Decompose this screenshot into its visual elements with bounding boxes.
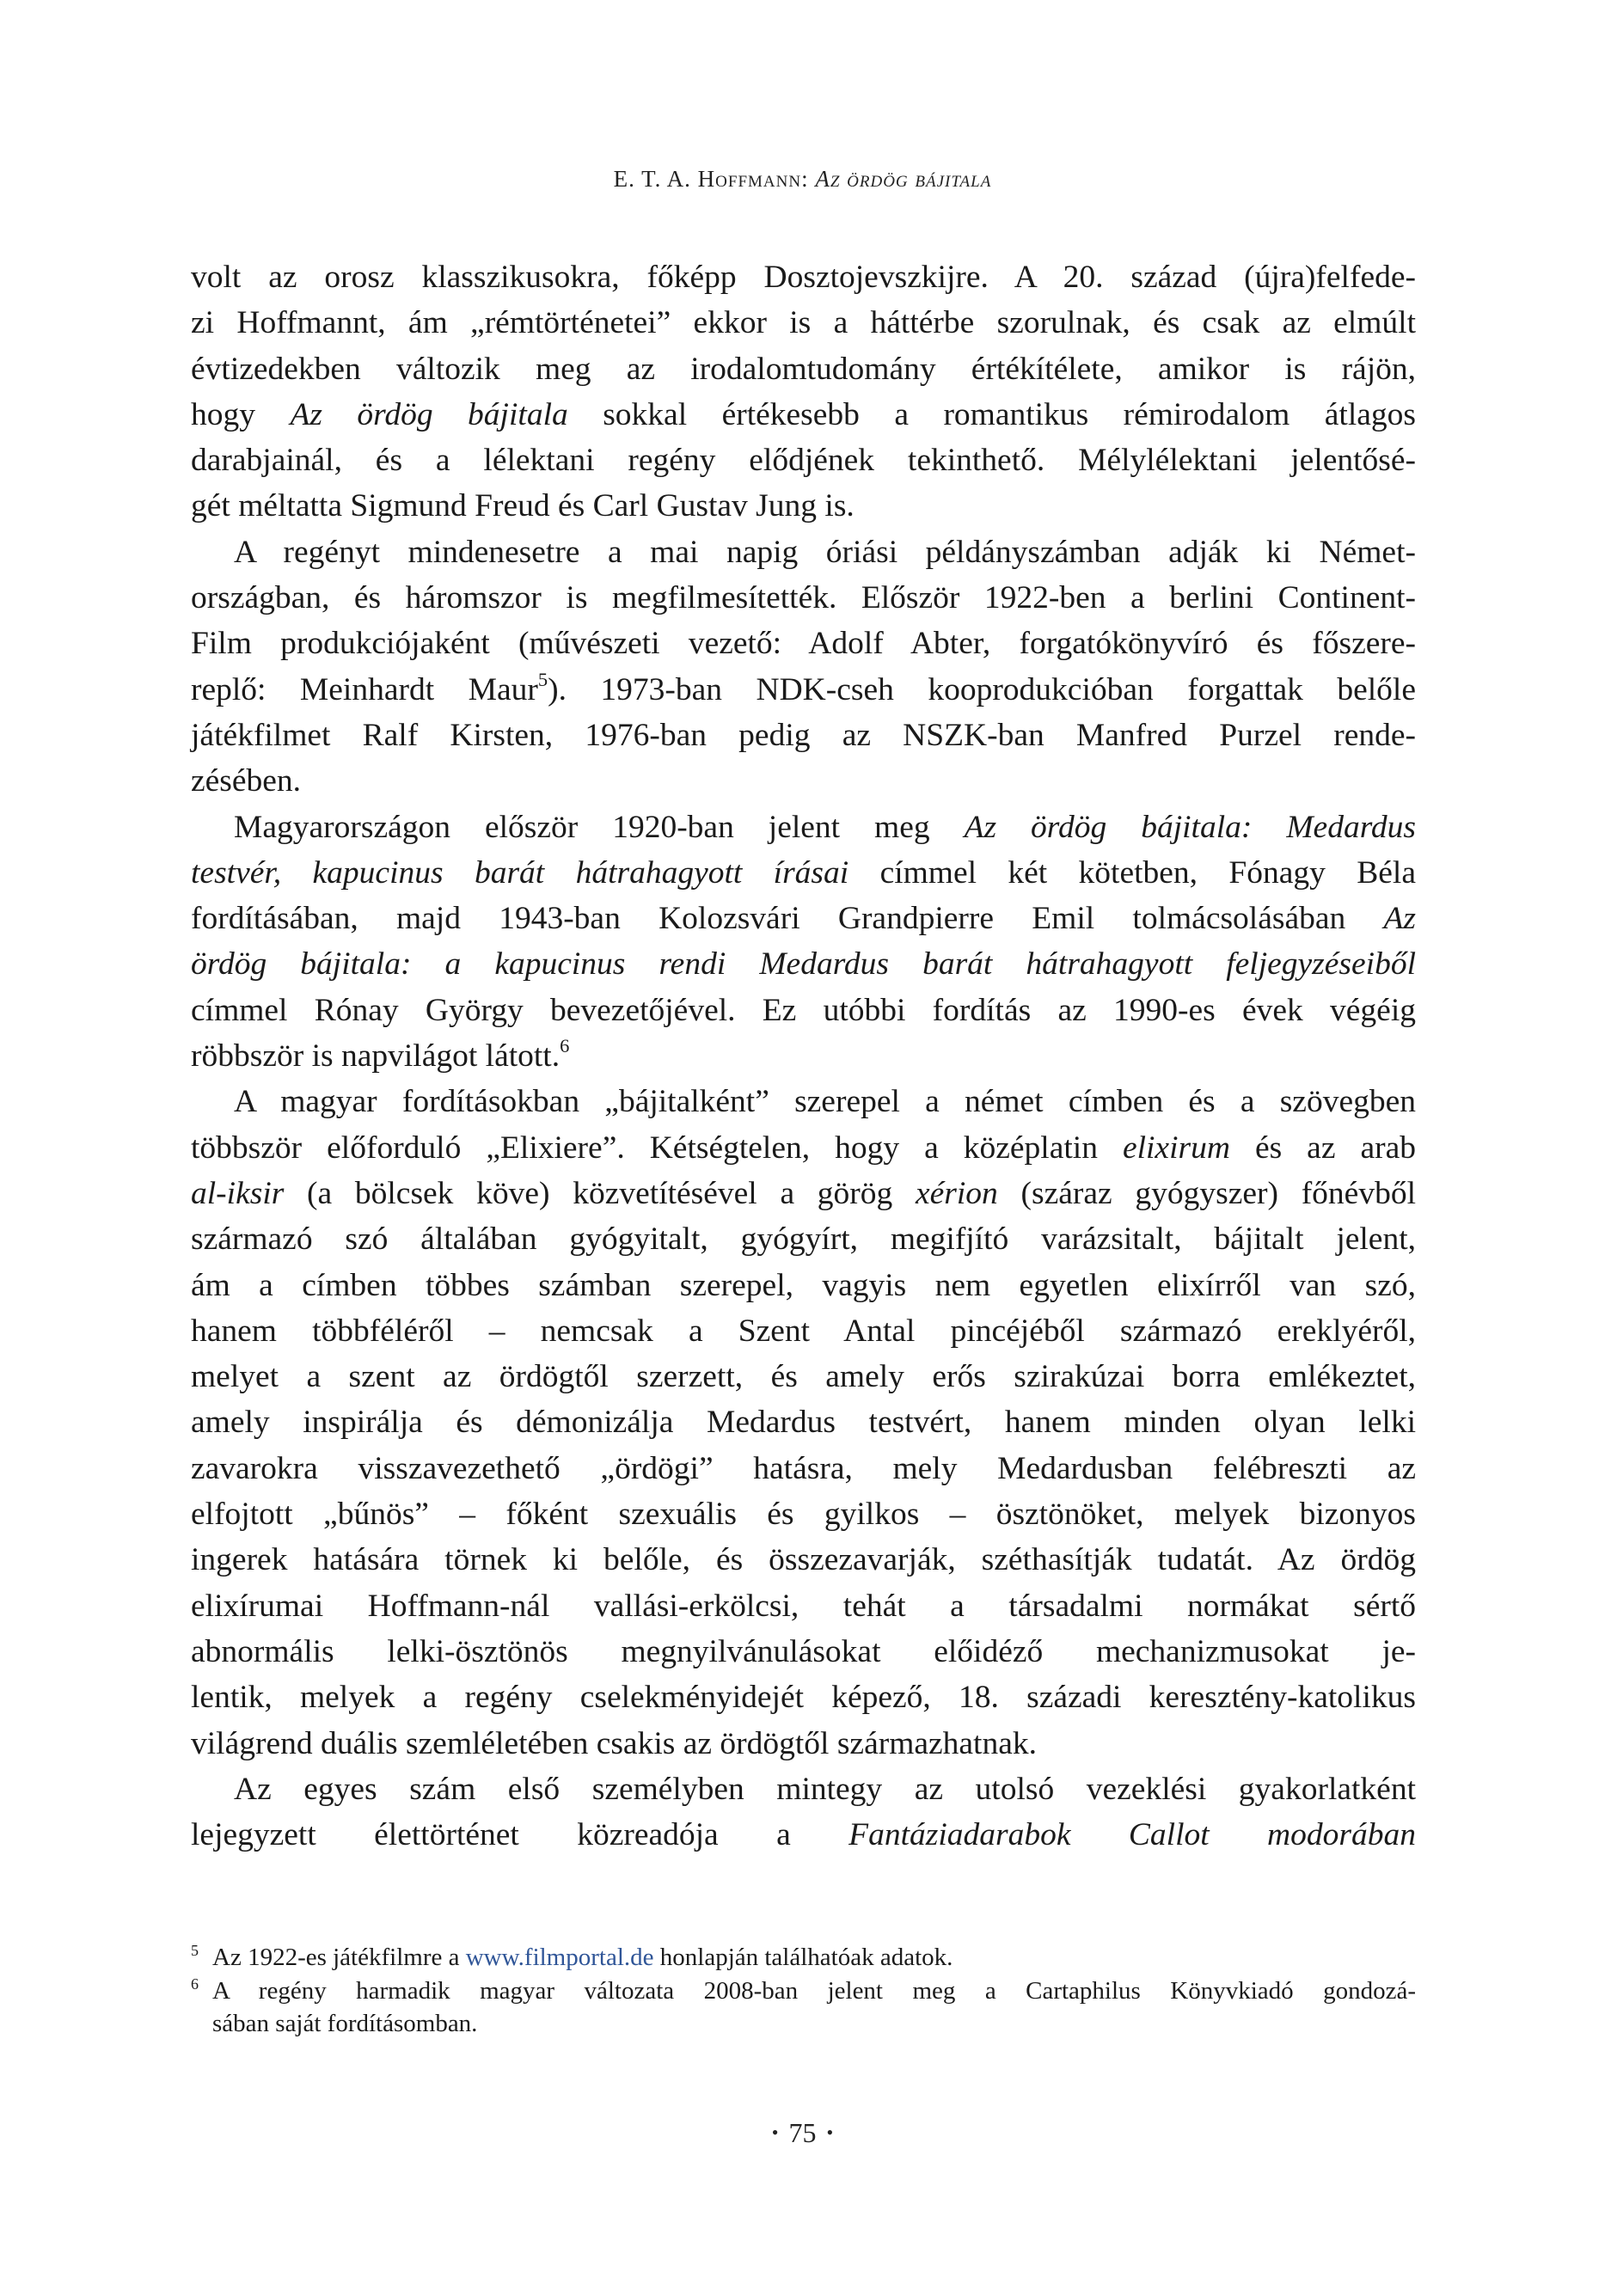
italic-text: ördög bájitala: a kapucinus rendi Medardus barát hátrahagyott feljegyzéseiből — [191, 946, 1416, 983]
text-run: gét méltatta Sigmund Freud és Carl Gustav Jung is. — [191, 488, 855, 524]
text-line — [191, 346, 1416, 392]
text-run: elixírumai Hoffmann-nál vallási-erkölcsi, tehát a társadalmi normákat sértő — [191, 1588, 1416, 1624]
text-run: és az arab — [1229, 1130, 1416, 1166]
text-run: játékfilmet Ralf Kirsten, 1976-ban pedig az NSZK-ban Manfred Purzel rende- — [191, 717, 1416, 753]
bullet-right: • — [826, 2122, 834, 2143]
text-run: hanem többféléről – nemcsak a Szent Antal pincéjéből származó ereklyéről, — [191, 1313, 1416, 1349]
bullet-left: • — [771, 2122, 779, 2143]
text-run: ingerek hatására törnek ki belőle, és összezavarják, széthasítják tudatát. Az ördög — [191, 1542, 1416, 1578]
text-run: sokkal értékesebb a romantikus rémirodalom átlagos — [567, 396, 1416, 432]
text-line — [191, 1399, 1416, 1445]
text-line — [191, 1675, 1416, 1720]
footnote-line: A regény harmadik magyar változata 2008-ban jelent meg a Cartaphilus Könyvkiadó gondozá- — [212, 1976, 1416, 2005]
running-head — [0, 166, 1605, 193]
text-run: fordításában, majd 1943-ban Kolozsvári Grandpierre Emil tolmácsolásában — [191, 901, 1384, 937]
text-line — [191, 988, 1416, 1033]
text-line — [191, 1812, 1416, 1858]
text-run: elfojtott „bűnös” – főként szexuális és gyilkos – ösztönöket, melyek bizonyos — [191, 1497, 1416, 1533]
text-run: országban, és háromszor is megfilmesítették. Először 1922-ben a berlini Continent- — [191, 580, 1416, 616]
text-run: melyet a szent az ördögtől szerzett, és amely erős szirakúzai borra emlékeztet, — [191, 1359, 1416, 1395]
text-run: Film produkciójaként (művészeti vezető: Adolf Abter, forgatókönyvíró és főszere- — [191, 626, 1416, 662]
footnote-number: 6 — [191, 1975, 199, 1993]
footnote-number: 5 — [191, 1942, 199, 1959]
text-line — [191, 1308, 1416, 1354]
text-line — [191, 1583, 1416, 1629]
text-run: hogy — [191, 396, 291, 432]
text-line — [191, 941, 1416, 987]
text-line — [191, 575, 1416, 621]
text-line — [191, 1354, 1416, 1399]
footnote-ref: 6 — [560, 1035, 570, 1057]
text-line — [191, 300, 1416, 346]
text-run: címmel Rónay György bevezetőjével. Ez utóbbi fordítás az 1990-es évek végéig — [191, 992, 1416, 1028]
text-run: származó szó általában gyógyitalt, gyógyírt, megifjító varázsitalt, bájitalt jelent, — [191, 1221, 1416, 1258]
text-run: Magyarországon először 1920-ban jelent meg — [234, 809, 965, 845]
filmportal-link[interactable]: www.filmportal.de — [465, 1944, 654, 1971]
footnote-ref: 5 — [537, 668, 548, 690]
text-line — [191, 1721, 1416, 1766]
footnote-6 — [191, 1975, 1416, 2041]
text-line — [191, 758, 1416, 804]
text-line — [191, 530, 1416, 575]
footnote-text-after: honlapján találhatóak adatok. — [653, 1944, 953, 1971]
text-line — [191, 1125, 1416, 1171]
text-line — [191, 1171, 1416, 1216]
text-line — [191, 667, 1416, 713]
text-run: röbbször is napvilágot látott. — [191, 1038, 561, 1075]
footnote-text — [212, 1941, 1416, 1975]
text-run: volt az orosz klasszikusokra, főképp Dosztojevszkijre. A 20. század (újra)felfede- — [191, 260, 1416, 295]
text-run: darabjainál, és a lélektani regény elődjének tekinthető. Mélylélektani jelentősé- — [191, 443, 1416, 479]
text-run: A magyar fordításokban „bájitalként” szerepel a német címben és a szövegben — [234, 1084, 1416, 1120]
page-number-value: 75 — [788, 2117, 817, 2148]
text-line — [191, 1491, 1416, 1537]
italic-text: Az — [1383, 901, 1416, 937]
footnote-5 — [191, 1941, 1416, 1975]
text-run: zavarokra visszavezethető „ördögi” hatásra, mely Medardusban felébreszti az — [191, 1450, 1416, 1486]
text-line — [191, 805, 1416, 850]
italic-text: Fantáziadarabok Callot modorában — [848, 1817, 1416, 1853]
text-line — [191, 438, 1416, 483]
text-run: (száraz gyógyszer) főnévből — [997, 1175, 1416, 1211]
text-run: többször előforduló „Elixiere”. Kétségtelen, hogy a középlatin — [191, 1130, 1123, 1166]
text-line — [191, 1537, 1416, 1583]
footnotes — [191, 1941, 1416, 2041]
text-line — [191, 392, 1416, 438]
text-line — [191, 713, 1416, 758]
footnote-line: sában saját fordításomban. — [212, 2010, 478, 2037]
text-run: lejegyzett élettörténet közreadója a — [191, 1817, 849, 1853]
footnote-text — [212, 1975, 1416, 2041]
text-run: címmel két kötetben, Fónagy Béla — [848, 854, 1416, 891]
text-run: Az egyes szám első személyben mintegy az utolsó vezeklési gyakorlatként — [234, 1771, 1416, 1807]
italic-text: Az ördög bájitala: Medardus — [964, 809, 1416, 845]
running-head-author: E. T. A. Hoffmann: — [613, 166, 809, 192]
italic-text: xérion — [916, 1175, 998, 1211]
text-run: (a bölcsek köve) közvetítésével a görög — [284, 1175, 916, 1211]
italic-text: testvér, kapucinus barát hátrahagyott írásai — [191, 854, 849, 891]
text-run: évtizedekben változik meg az irodalomtudomány értékítélete, amikor is rájön, — [191, 351, 1416, 387]
text-line — [191, 1216, 1416, 1262]
text-run: ). 1973-ban NDK-cseh kooprodukcióban forgattak belőle — [548, 671, 1416, 707]
text-run: zésében. — [191, 763, 302, 799]
text-line — [191, 1079, 1416, 1124]
italic-text: Az ördög bájitala — [290, 396, 568, 432]
text-run: replő: Meinhardt Maur — [191, 671, 538, 707]
text-line — [191, 1629, 1416, 1675]
text-line — [191, 254, 1416, 300]
text-run: A regényt mindenesetre a mai napig óriási példányszámban adják ki Német- — [234, 534, 1416, 570]
text-line — [191, 1033, 1416, 1079]
text-run: amely inspirálja és démonizálja Medardus testvért, hanem minden olyan lelki — [191, 1405, 1416, 1441]
text-line — [191, 896, 1416, 941]
text-run: zi Hoffmannt, ám „rémtörténetei” ekkor is a háttérbe szorulnak, és csak az elmúlt — [191, 305, 1416, 341]
text-line — [191, 850, 1416, 896]
body-text — [191, 254, 1416, 1858]
text-line — [191, 1263, 1416, 1308]
footnote-text-before: Az 1922-es játékfilmre a — [212, 1944, 466, 1971]
text-run: abnormális lelki-ösztönös megnyilvánulásokat előidéző mechanizmusokat je- — [191, 1633, 1416, 1669]
text-run: ám a címben többes számban szerepel, vagyis nem egyetlen elixírről van szó, — [191, 1267, 1416, 1303]
italic-text: al-iksir — [191, 1175, 285, 1211]
page-number — [0, 2117, 1605, 2149]
text-run: lentik, melyek a regény cselekményidejét képező, 18. századi keresztény-katolikus — [191, 1680, 1416, 1716]
text-line — [191, 1446, 1416, 1491]
running-head-title: Az ördög bájitala — [815, 166, 992, 192]
text-line — [191, 1766, 1416, 1812]
text-run: világrend duális szemléletében csakis az ördögtől származhatnak. — [191, 1725, 1037, 1761]
italic-text: elixirum — [1122, 1130, 1230, 1166]
text-line — [191, 483, 1416, 529]
text-line — [191, 621, 1416, 666]
